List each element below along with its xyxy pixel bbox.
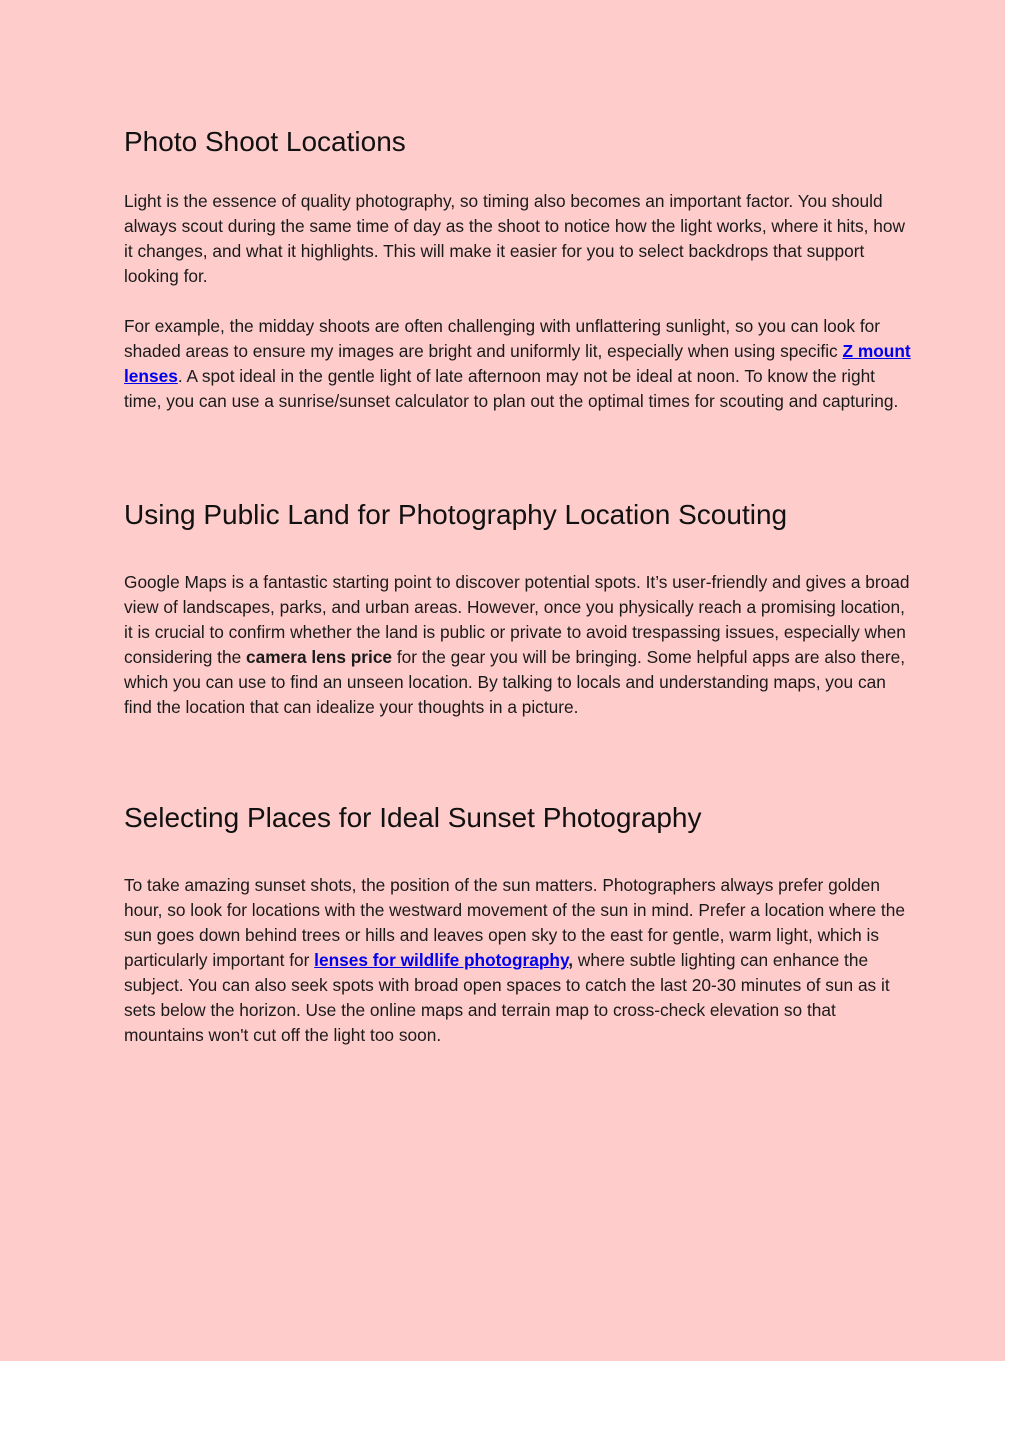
text-segment: . A spot ideal in the gentle light of late afternoon may not be ideal at noon. To know the right time, you can use a sunrise/sunset calculator to plan out the optimal times for scouting and capturing. [124,366,899,411]
text-segment: where subtle lighting can enhance the subject. You can also seek spots with broad open spaces to catch the last 20-30 minutes of sun as it sets below the horizon. Use the online maps and terrain map to cross-check elevation so that mountains won't cut off the light too soon. [124,950,890,1045]
paragraph-sunset-shots [124,873,914,1048]
text-segment: Google Maps is a fantastic starting point to discover potential spots. It’s user-friendly and gives a broad view of landscapes, parks, and urban areas. However, once you physically reach a promising location, it is crucial to confirm whether the land is public or private to avoid trespassing issues, especially when considering the [124,572,910,667]
bold-comma: , [568,950,574,970]
text-segment: To take amazing sunset shots, the position of the sun matters. Photographers always prefer golden hour, so look for locations with the westward movement of the sun in mind. Prefer a location where the sun goes down behind trees or hills and leaves open sky to the east for gentle, warm light, which is particularly important for [124,875,905,970]
paragraph-midday-shoots [124,314,914,414]
heading-photo-shoot-locations: Photo Shoot Locations [124,126,406,157]
heading-sunset-photography: Selecting Places for Ideal Sunset Photography [124,802,702,833]
paragraph-light-essence: Light is the essence of quality photography, so timing also becomes an important factor. You should always scout during the same time of day as the shoot to notice how the light works, where it hits, how it changes, and what it highlights. This will make it easier for you to select backdrops that support looking for. [124,191,905,286]
bold-camera-lens-price: camera lens price [246,647,393,667]
text-segment: for the gear you will be bringing. Some helpful apps are also there, which you can use to find an unseen location. By talking to locals and understanding maps, you can find the location that can idealize your thoughts in a picture. [124,647,906,717]
link-lenses-for-wildlife-photography[interactable]: lenses for wildlife photography [314,950,569,970]
heading-public-land: Using Public Land for Photography Location Scouting [124,499,788,530]
paragraph-google-maps [124,570,914,720]
link-z-mount-lenses[interactable]: Z mount lenses [124,341,911,386]
text-segment: For example, the midday shoots are often challenging with unflattering sunlight, so you can look for shaded areas to ensure my images are bright and uniformly lit, especially when using specific [124,316,881,361]
